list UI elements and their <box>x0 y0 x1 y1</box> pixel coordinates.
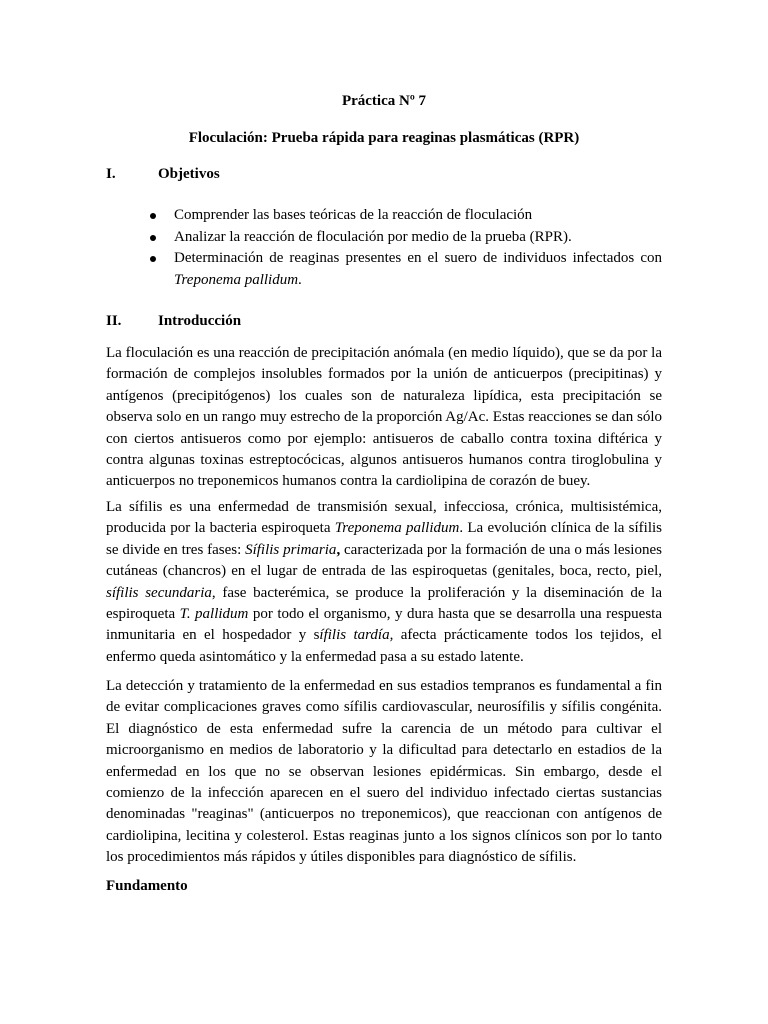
section-number: I. <box>106 166 116 182</box>
objectives-list <box>106 205 662 291</box>
paragraph-sifilis: La sífilis es una enfermedad de transmisión sexual, infecciosa, crónica, multisistémica, producida por la bacteria espiroqueta Treponema pallidum. La evolución clínica de la sífilis se divide en tres fases: Sífilis primaria, caracterizada por la formación de una o más lesiones cutáneas (chancros) en el lugar de entrada de las espiroquetas (genitales, boca, recto, piel, sífilis secundaria, fase bacterémica, se produce la proliferación y la diseminación de la espiroqueta T. pallidum por todo el organismo, y dura hasta que se desarrolla una respuesta inmunitaria en el hospedador y sífilis tardía, afecta prácticamente todos los tejidos, el enfermo queda asintomático y la enfermedad pasa a su estado latente. <box>106 499 663 665</box>
list-item: Comprender las bases teóricas de la reacción de floculación <box>106 205 662 227</box>
bullet-icon <box>150 213 156 219</box>
section-heading-introduccion <box>106 311 241 331</box>
paragraph-floculacion: La floculación es una reacción de precipitación anómala (en medio líquido), que se da por la formación de complejos insolubles formados por la unión de anticuerpos (precipitinas) y antígenos (precipitógenos) los cuales son de naturaleza lipídica, esta precipitación se observa solo en un rango muy estrecho de la proporción Ag/Ac. Estas reacciones se dan sólo con ciertos antisueros como por ejemplo: antisueros de caballo contra toxina diftérica y contra algunas toxinas estreptocócicas, algunos antisueros humanos contra tiroglobulina y anticuerpos no treponemicos humanos contra la cardiolipina de corazón de buey. <box>106 345 662 490</box>
list-item: Determinación de reaginas presentes en el suero de individuos infectados con Treponema pallidum. <box>106 248 662 291</box>
bullet-icon <box>150 235 156 241</box>
bullet-icon <box>150 256 156 262</box>
list-item: Analizar la reacción de floculación por medio de la prueba (RPR). <box>106 227 662 249</box>
section-title: Objetivos <box>158 166 220 182</box>
section-heading-objetivos <box>106 164 220 184</box>
page-title: Práctica Nº 7 <box>341 93 427 109</box>
section-number: II. <box>106 313 122 329</box>
page-subtitle: Floculación: Prueba rápida para reaginas plasmáticas (RPR) <box>188 130 580 146</box>
section-heading-fundamento: Fundamento <box>106 878 188 894</box>
paragraph-deteccion: La detección y tratamiento de la enfermedad en sus estadios tempranos es fundamental a fin de evitar complicaciones graves como sífilis cardiovascular, neurosífilis y sífilis congénita. El diagnóstico de esta enfermedad sufre la carencia de un método para cultivar el microorganismo en medios de laboratorio y la dificultad para detectarlo en estadios de la enfermedad en los que no se observan lesiones epidérmicas. Sin embargo, desde el comienzo de la infección aparecen en el suero del individuo infectado ciertas sustancias denominadas "reaginas" (anticuerpos no treponemicos), que reaccionan con antígenos de cardiolipina, lecitina y colesterol. Estas reaginas junto a los signos clínicos son por lo tanto los procedimientos más rápidos y útiles disponibles para diagnóstico de sífilis. <box>106 678 662 866</box>
section-title: Introducción <box>158 313 242 329</box>
